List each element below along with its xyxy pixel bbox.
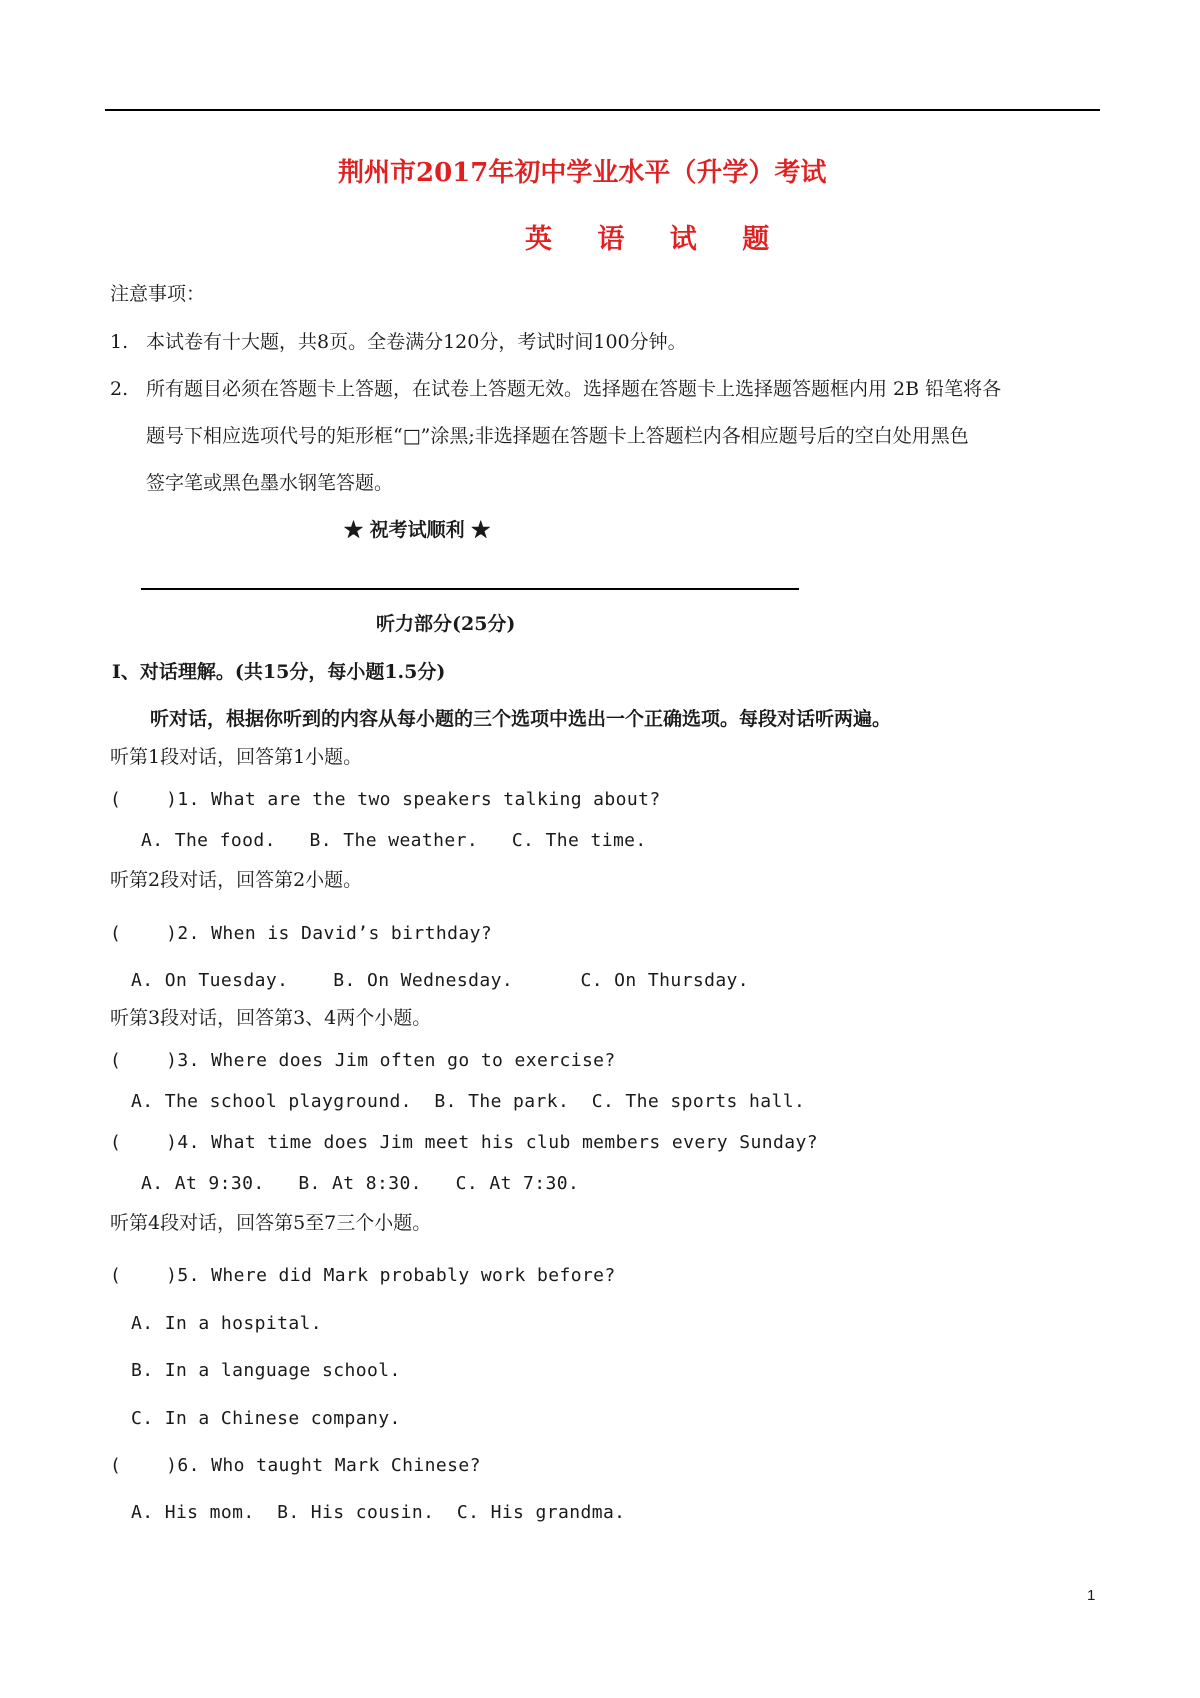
top-rule xyxy=(105,109,1100,111)
question-3-options: A. The school playground. B. The park. C. The sports hall. xyxy=(131,1091,806,1112)
dialogue-2-prompt: 听第2段对话，回答第2小题。 xyxy=(110,869,363,891)
question-4-options: A. At 9:30. B. At 8:30. C. At 7:30. xyxy=(141,1173,580,1194)
listening-instruction: 听对话，根据你听到的内容从每小题的三个选项中选出一个正确选项。每段对话听两遍。 xyxy=(150,708,892,730)
page-number: 1 xyxy=(1087,1587,1096,1604)
note-1-number: 1. xyxy=(110,331,129,353)
listening-part-title: 听力部分(25分) xyxy=(376,613,516,635)
section-divider xyxy=(141,588,799,590)
question-6: ( )6. Who taught Mark Chinese? xyxy=(110,1455,481,1476)
question-2: ( )2. When is David’s birthday? xyxy=(110,923,493,944)
question-5-option-b: B. In a language school. xyxy=(131,1360,401,1381)
good-luck-wish: ★ 祝考试顺利 ★ xyxy=(344,519,491,541)
question-5: ( )5. Where did Mark probably work before? xyxy=(110,1265,616,1286)
question-5-option-c: C. In a Chinese company. xyxy=(131,1408,401,1429)
question-1-options: A. The food. B. The weather. C. The time. xyxy=(141,830,647,851)
question-1: ( )1. What are the two speakers talking about? xyxy=(110,789,661,810)
question-6-options: A. His mom. B. His cousin. C. His grandma. xyxy=(131,1502,626,1523)
dialogue-4-prompt: 听第4段对话，回答第5至7三个小题。 xyxy=(110,1212,432,1234)
notes-heading: 注意事项： xyxy=(110,283,206,305)
dialogue-3-prompt: 听第3段对话，回答第3、4两个小题。 xyxy=(110,1007,432,1029)
note-1-text: 本试卷有十大题，共8页。全卷满分120分，考试时间100分钟。 xyxy=(146,331,687,353)
question-4: ( )4. What time does Jim meet his club members every Sunday? xyxy=(110,1132,818,1153)
note-2-number: 2. xyxy=(110,378,129,400)
dialogue-1-prompt: 听第1段对话，回答第1小题。 xyxy=(110,746,363,768)
note-2-line-1: 所有题目必须在答题卡上答题，在试卷上答题无效。选择题在答题卡上选择题答题框内用 2B 铅笔将各 xyxy=(146,378,1002,400)
exam-subtitle: 英 语 试 题 xyxy=(525,224,788,255)
exam-title: 荆州市2017年初中学业水平（升学）考试 xyxy=(338,158,827,188)
note-2-line-2: 题号下相应选项代号的矩形框“□”涂黑;非选择题在答题卡上答题栏内各相应题号后的空白处用黑色 xyxy=(146,425,969,447)
note-2-line-3: 签字笔或黑色墨水钢笔答题。 xyxy=(146,472,394,494)
question-2-options: A. On Tuesday. B. On Wednesday. C. On Thursday. xyxy=(131,970,750,991)
question-3: ( )3. Where does Jim often go to exercise? xyxy=(110,1050,616,1071)
question-5-option-a: A. In a hospital. xyxy=(131,1313,323,1334)
section-1-title: Ⅰ、对话理解。(共15分，每小题1.5分) xyxy=(112,661,446,683)
